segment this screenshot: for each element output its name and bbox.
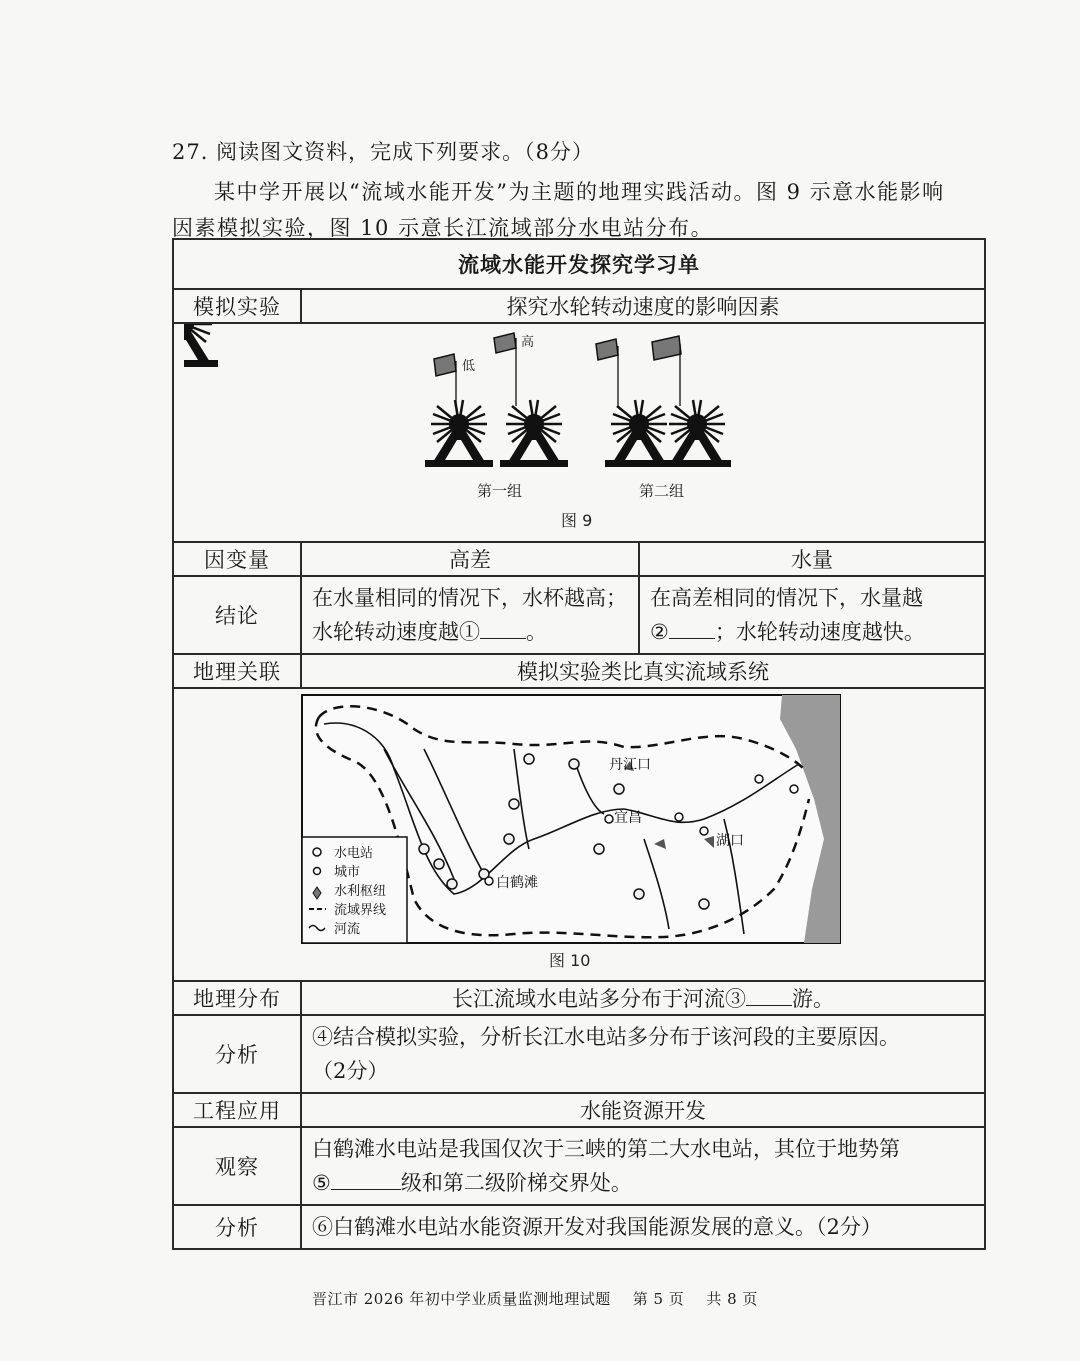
analysis1-line1: ④结合模拟实验，分析长江水电站多分布于该河段的主要原因。: [312, 1025, 900, 1049]
question-title: 27. 阅读图文资料，完成下列要求。（8分）: [172, 140, 594, 164]
group1-label: 第一组: [477, 482, 523, 500]
marker-2: ②: [650, 620, 669, 644]
conclusion-volume-line1: 在高差相同的情况下，水量越: [650, 586, 923, 610]
group2-label: 第二组: [639, 482, 685, 500]
sheet-title: 流域水能开发探究学习单: [173, 239, 985, 289]
conclusion-label: 结论: [173, 576, 301, 654]
sim-label: 模拟实验: [173, 289, 301, 323]
figure-9: [173, 323, 985, 542]
geo-link-text: 模拟实验类比真实流域系统: [301, 654, 985, 688]
legend-hydropower: 水电站: [334, 846, 374, 861]
footer-exam-title: 晋江市 2026 年初中学业质量监测地理试题: [312, 1290, 611, 1308]
place-danjiangkou: 丹江口: [609, 757, 651, 773]
place-yichang: 宜昌: [614, 810, 642, 826]
engineering-label: 工程应用: [173, 1093, 301, 1127]
conclusion-height-line2: 水轮转动速度越①: [312, 620, 480, 644]
geo-link-label: 地理关联: [173, 654, 301, 688]
observe-line2: 级和第二级阶梯交界处。: [400, 1171, 632, 1195]
legend-boundary: 流域界线: [334, 903, 387, 918]
marker-5: ⑤: [312, 1171, 331, 1195]
answer-blank-3[interactable]: [746, 1004, 792, 1006]
place-hukou: 湖口: [716, 833, 744, 849]
conclusion-height: [301, 576, 639, 654]
footer-page-number: 第 5 页: [632, 1290, 685, 1308]
waterwheel-experiment-illustration: [184, 324, 974, 536]
conclusion-volume: [639, 576, 985, 654]
fig9-caption: 图 9: [561, 511, 593, 530]
fig10-caption: 图 10: [549, 951, 591, 970]
answer-blank-2[interactable]: [669, 637, 715, 639]
footer-total-pages: 共 8 页: [706, 1290, 758, 1308]
distribution-end: 游。: [792, 987, 834, 1011]
legend-river: 河流: [334, 922, 361, 937]
conclusion-height-line1: 在水量相同的情况下，水杯越高；: [312, 586, 627, 610]
legend-city: 城市: [334, 865, 361, 880]
variable-height-diff: 高差: [301, 542, 639, 576]
analysis2-label: 分析: [173, 1205, 301, 1249]
distribution-text: [301, 981, 985, 1015]
answer-blank-1[interactable]: [480, 637, 526, 639]
engineering-text: 水能资源开发: [301, 1093, 985, 1127]
observe-text: [301, 1127, 985, 1205]
study-sheet-table: [172, 238, 986, 1250]
figure-10: [173, 688, 985, 981]
sim-topic: 探究水轮转动速度的影响因素: [301, 289, 985, 323]
distribution-label: 地理分布: [173, 981, 301, 1015]
high-label: 高: [521, 335, 535, 350]
variable-label: 因变量: [173, 542, 301, 576]
low-label: 低: [462, 359, 476, 374]
period: 。: [526, 620, 547, 644]
observe-line1: 白鹤滩水电站是我国仅次于三峡的第二大水电站，其位于地势第: [312, 1137, 900, 1161]
analysis1-points: （2分）: [312, 1059, 389, 1083]
answer-blank-5[interactable]: [331, 1188, 401, 1190]
conclusion-volume-line2: ；水轮转动速度越快。: [714, 620, 925, 644]
observe-label: 观察: [173, 1127, 301, 1205]
analysis1-label: 分析: [173, 1015, 301, 1093]
analysis2-text: ⑥白鹤滩水电站水能资源开发对我国能源发展的意义。（2分）: [301, 1205, 985, 1249]
distribution-start: 长江流域水电站多分布于河流③: [452, 987, 746, 1011]
place-baihetan: 白鹤滩: [496, 875, 538, 891]
legend-hub: 水利枢纽: [334, 884, 387, 899]
analysis1-text: [301, 1015, 985, 1093]
map-legend: [302, 837, 407, 943]
yangtze-hydropower-map: [184, 689, 974, 975]
question-intro: 某中学开展以“流域水能开发”为主题的地理实践活动。图 9 示意水能影响因素模拟实验，图 10 示意长江流域部分水电站分布。: [172, 180, 945, 240]
variable-water-volume: 水量: [639, 542, 985, 576]
page-footer: [312, 1288, 758, 1309]
